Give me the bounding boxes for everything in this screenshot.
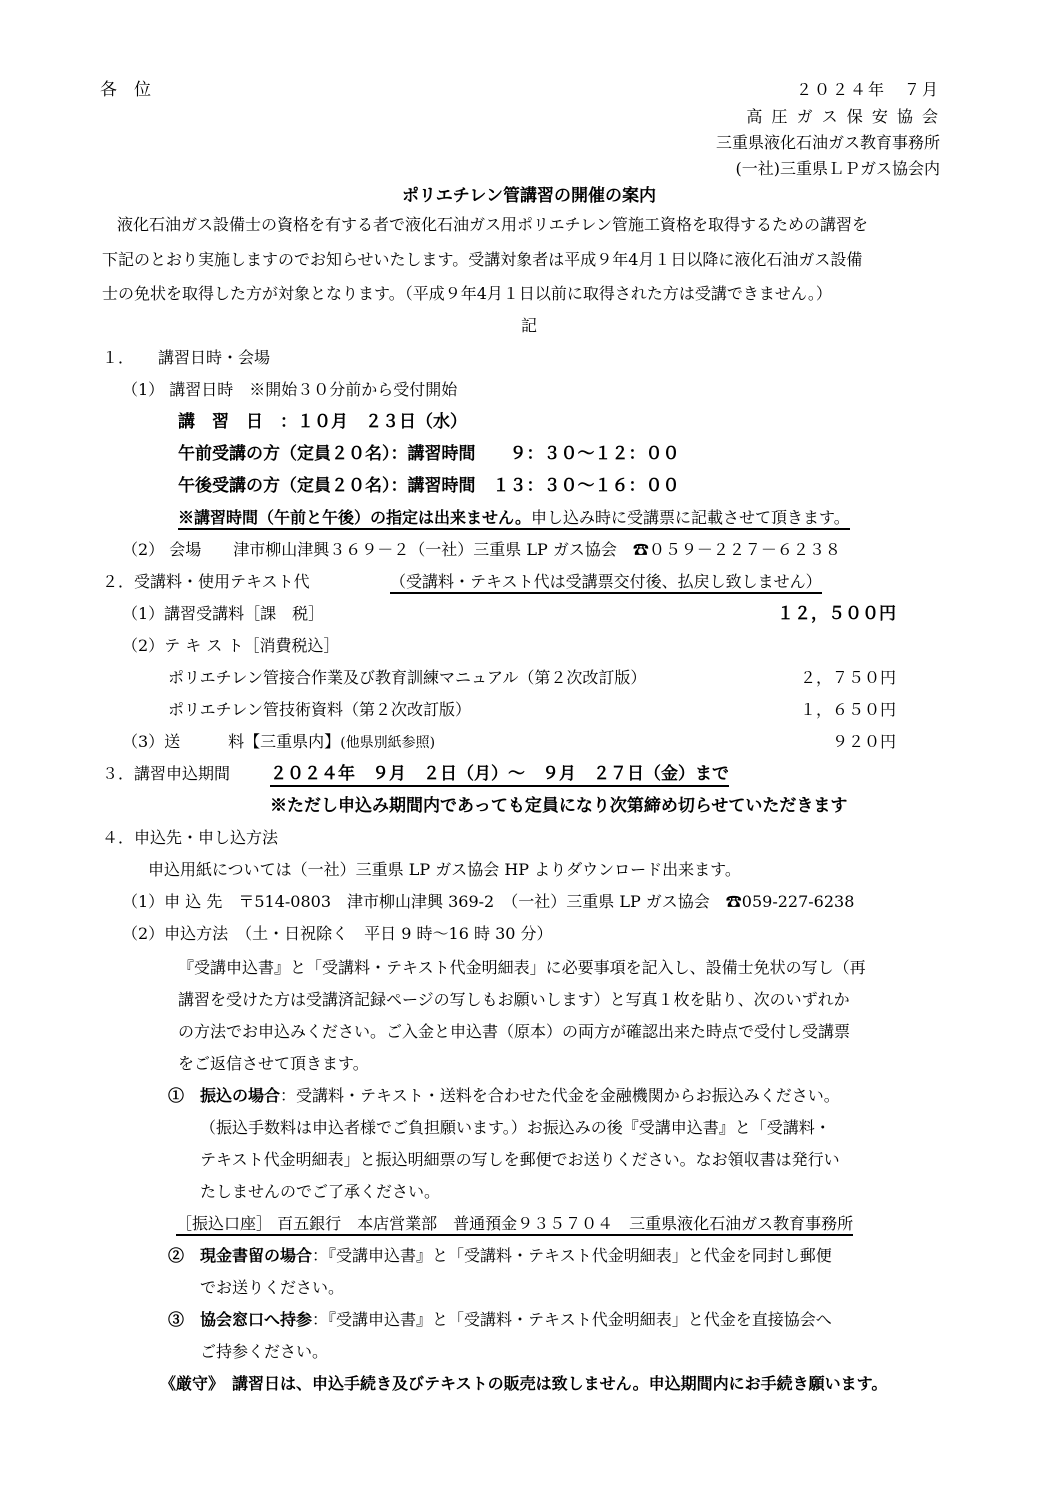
section-4-heading: ４．申込先・申し込方法 [102,828,279,847]
section-2-heading: ２．受講料・使用テキスト代 [102,572,310,591]
org-name: 高 圧 ガ ス 保 安 協 会 [746,107,940,126]
org-office: 三重県液化石油ガス教育事務所 [715,133,940,152]
option-transfer-line-4: たしませんのでご了承ください。 [200,1182,441,1201]
option-registered-mail-line-2: でお送りください。 [200,1278,345,1297]
page-title: ポリエチレン管講習の開催の案内 [402,186,656,206]
section-1-heading: １． 講習日時・会場 [102,348,271,367]
option-in-person-line-2: ご持参ください。 [200,1342,329,1361]
refund-note: （受講料・テキスト代は受講票交付後、払戻し致しません） [390,572,822,594]
text-item-2-price: １，６５０円 [799,700,896,719]
shipping-label [122,732,435,753]
option-in-person [168,1310,832,1330]
shipping-note: (他県別紙参照) [340,735,436,751]
issue-date: ２０２４年 ７月 [795,80,940,99]
option-in-person-text: ：『受講申込書』と「受講料・テキスト代金明細表」と代金を直接協会へ [312,1310,832,1329]
option-in-person-title: ③ 協会窓口へ持参 [168,1310,313,1329]
org-association: (一社)三重県ＬＰガス協会内 [735,159,940,178]
fee-value: １２，５００円 [777,604,896,624]
shipping-label-text: （3）送 料【三重県内】 [122,732,341,751]
intro-line-3: 士の免状を取得した方が対象となります。（平成９年4月１日以前に取得された方は受講できません。） [102,284,832,303]
section-3-heading: ３．講習申込期間 [102,764,231,783]
option-registered-mail-text: ：『受講申込書』と「受講料・テキスト代金明細表」と代金を同封し郵便 [312,1246,832,1265]
time-note [178,508,850,530]
text-item-2-name: ポリエチレン管技術資料（第２次改訂版） [168,700,471,719]
bank-account: ［振込口座］ 百五銀行 本店営業部 普通預金９３５７０４ 三重県液化石油ガス教育事務所 [176,1214,853,1236]
time-note-rest: 申し込み時に受講票に記載させて頂きます。 [530,508,850,527]
option-transfer [168,1086,840,1106]
strict-note: 《厳守》 講習日は、申込手続き及びテキストの販売は致しません。申込期間内にお手続き願います。 [160,1374,888,1393]
text-item-1-name: ポリエチレン管接合作業及び教育訓練マニュアル（第２次改訂版） [168,668,647,687]
option-transfer-line-3: テキスト代金明細表」と振込明細票の写しを郵便でお送りください。なお領収書は発行い [200,1150,840,1169]
addressee: 各 位 [100,80,151,100]
application-destination: （1）申 込 先 〒514-0803 津市柳山津興 369-2 （一社）三重県 LP ガス協会 ☎059-227-6238 [122,892,855,911]
option-transfer-text: ：受講料・テキスト・送料を合わせた代金を金融機関からお振込みください。 [280,1086,840,1105]
fee-label: （1）講習受講料［課 税］ [122,604,325,623]
method-para-4: をご返信させて頂きます。 [178,1054,369,1073]
course-date: 講 習 日 ：１０月 ２３日（水） [178,412,467,432]
morning-session: 午前受講の方（定員２０名）：講習時間 ９：３０～１２：００ [178,444,680,464]
text-label: （2）テ キ ス ト［消費税込］ [122,636,340,655]
schedule-heading: （1） 講習日時 ※開始３０分前から受付開始 [122,380,458,399]
shipping-value: ９２０円 [831,732,896,751]
download-note: 申込用紙については（一社）三重県 LP ガス協会 HP よりダウンロード出来ます。 [148,860,741,879]
intro-line-1: 液化石油ガス設備士の資格を有する者で液化石油ガス用ポリエチレン管施工資格を取得するための講習を [117,215,868,234]
method-para-2: 講習を受けた方は受講済記録ページの写しもお願いします）と写真１枚を貼り、次のいずれか [178,990,850,1009]
application-method: （2）申込方法 （土・日祝除く 平日 9 時～16 時 30 分） [122,924,553,943]
method-para-3: の方法でお申込みください。ご入金と申込書（原本）の両方が確認出来た時点で受付し受講票 [178,1022,851,1041]
method-para-1: 『受講申込書』と「受講料・テキスト代金明細表」に必要事項を記入し、設備士免状の写し（再 [178,958,866,977]
option-registered-mail-title: ② 現金書留の場合 [168,1246,313,1265]
option-transfer-line-2: （振込手数料は申込者様でご負担願います。）お振込みの後『受講申込書』と「受講料・ [200,1118,831,1137]
application-period: ２０２４年 ９月 ２日（月）～ ９月 ２７日（金）まで [270,764,729,787]
option-registered-mail [168,1246,832,1266]
venue: （2） 会場 津市柳山津興３６９－２（一社）三重県 LP ガス協会 ☎０５９－２２７－６２３８ [122,540,841,559]
ki-mark: 記 [520,316,537,335]
text-item-1-price: ２，７５０円 [799,668,896,687]
time-note-bold: ※講習時間（午前と午後）の指定は出来ません。 [178,508,531,527]
afternoon-session: 午後受講の方（定員２０名）：講習時間 １３：３０～１６：００ [178,476,680,496]
intro-line-2: 下記のとおり実施しますのでお知らせいたします。受講対象者は平成９年4月１日以降に液化石油ガス設備 [102,250,863,269]
capacity-note: ※ただし申込み期間内であっても定員になり次第締め切らせていただきます [270,796,848,816]
option-transfer-title: ① 振込の場合 [168,1086,281,1105]
